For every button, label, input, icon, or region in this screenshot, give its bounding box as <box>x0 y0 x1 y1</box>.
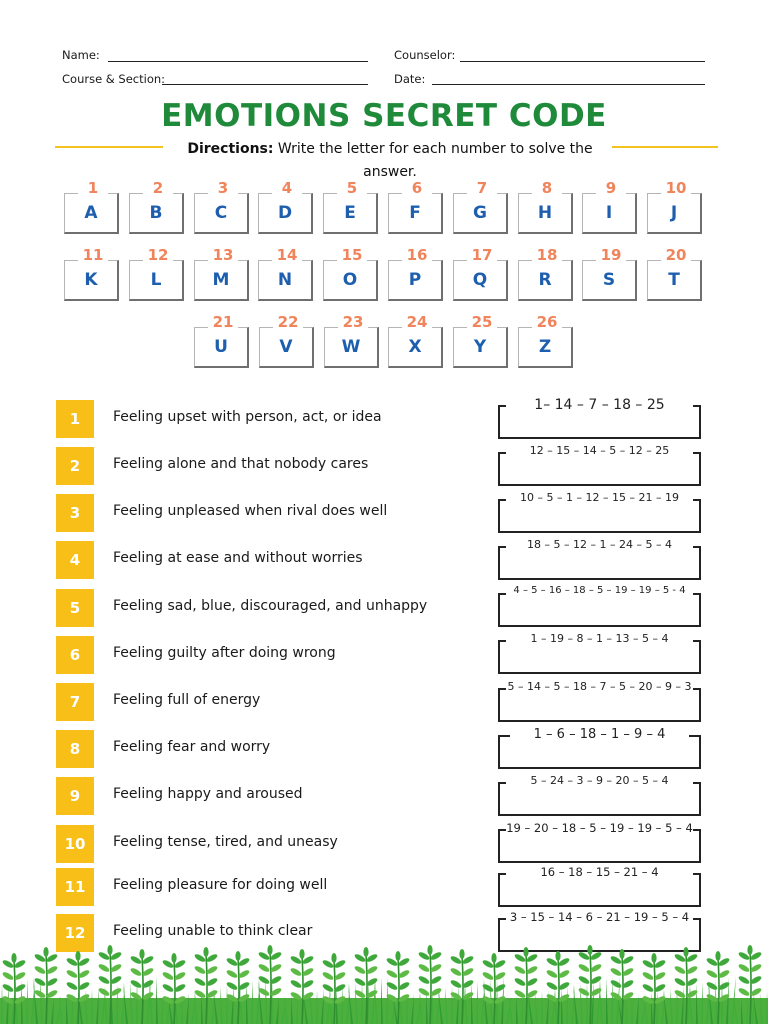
cipher-tile <box>518 313 576 368</box>
sprout-leaf <box>354 977 367 988</box>
cipher-letter: F <box>409 203 421 223</box>
sprout-leaf <box>290 967 303 978</box>
cipher-tile <box>453 313 511 368</box>
cipher-letter: T <box>668 270 680 290</box>
cipher-letter: L <box>150 270 162 290</box>
sprout-leaf <box>674 989 687 1000</box>
sprout-tip <box>523 947 528 957</box>
cipher-letter: K <box>84 270 98 290</box>
cipher-tile <box>388 246 446 301</box>
sprout-tip <box>715 951 720 961</box>
sprout-stem <box>558 958 559 1024</box>
number-code: 19 – 20 – 18 – 5 – 19 – 19 – 5 – 4 <box>506 821 693 835</box>
sprout-leaf <box>162 971 175 982</box>
sprout-stem <box>526 954 527 1024</box>
sprout-leaf <box>450 967 463 978</box>
sprout-leaf <box>98 963 111 974</box>
question-text: Feeling unable to think clear <box>113 923 313 939</box>
sprout-stem <box>206 954 207 1024</box>
cipher-number: 4 <box>272 180 302 197</box>
question-number-badge: 12 <box>56 914 94 952</box>
cipher-number: 23 <box>338 314 368 331</box>
cipher-letter: C <box>214 203 228 223</box>
answer-box[interactable] <box>498 640 701 674</box>
sprout-leaf <box>194 977 207 988</box>
cipher-letter: H <box>537 203 553 223</box>
cipher-tile <box>453 179 511 234</box>
counselor-field[interactable] <box>460 61 705 62</box>
cipher-letter: U <box>214 337 228 357</box>
sprout-leaf <box>66 969 79 980</box>
sprout-stem <box>366 954 367 1024</box>
cipher-letter: I <box>605 203 613 223</box>
sprout-leaf <box>258 975 271 986</box>
sprout-leaf <box>258 963 271 974</box>
question-number-badge: 5 <box>56 589 94 627</box>
cipher-number: 24 <box>402 314 432 331</box>
sprout-tip <box>683 947 688 957</box>
cipher-number: 13 <box>208 247 238 264</box>
sprout-leaf <box>514 989 527 1000</box>
sprout-leaf <box>226 969 239 980</box>
cipher-number: 19 <box>596 247 626 264</box>
cipher-number: 20 <box>661 247 691 264</box>
cipher-letter: P <box>408 270 422 290</box>
sprout-tip <box>331 953 336 963</box>
sprout-leaf <box>98 987 111 998</box>
question-number-badge: 3 <box>56 494 94 532</box>
sprout-leaf <box>354 965 367 976</box>
sprout-leaf <box>674 977 687 988</box>
page-title: EMOTIONS SECRET CODE <box>161 98 607 134</box>
sprout-leaf <box>706 981 719 992</box>
sprout-stem <box>334 960 335 1024</box>
course-section-field[interactable] <box>162 84 368 85</box>
cipher-letter: O <box>342 270 358 290</box>
cipher-number: 17 <box>467 247 497 264</box>
sprout-leaf <box>322 971 335 982</box>
sprout-tip <box>139 949 144 959</box>
sprout-leaf <box>578 975 591 986</box>
sprout-leaf <box>610 979 623 990</box>
sprout-leaf <box>514 977 527 988</box>
cipher-number: 6 <box>402 180 432 197</box>
sprout-leaf <box>34 977 47 988</box>
question-text: Feeling guilty after doing wrong <box>113 645 336 661</box>
sprout-leaf <box>2 983 15 994</box>
sprout-leaf <box>418 975 431 986</box>
number-code: 5 – 24 – 3 – 9 – 20 – 5 – 4 <box>530 774 669 787</box>
sprout-leaf <box>290 979 303 990</box>
cipher-letter: M <box>212 270 230 290</box>
sprout-leaf <box>738 975 751 986</box>
cipher-letter: N <box>277 270 293 290</box>
question-text: Feeling fear and worry <box>113 739 271 755</box>
number-code: 4 – 5 – 16 – 18 – 5 – 19 – 19 – 5 - 4 <box>513 585 686 596</box>
sprout-tip <box>363 947 368 957</box>
sprout-stem <box>46 954 47 1024</box>
cipher-tile <box>323 246 381 301</box>
question-number-badge: 4 <box>56 541 94 579</box>
sprout-stem <box>622 956 623 1024</box>
cipher-number: 2 <box>143 180 173 197</box>
sprout-leaf <box>674 965 687 976</box>
cipher-tile <box>259 313 317 368</box>
cipher-number: 1 <box>78 180 108 197</box>
sprout-tip <box>491 953 496 963</box>
cipher-number: 26 <box>532 314 562 331</box>
cipher-tile <box>129 246 187 301</box>
cipher-tile <box>64 179 122 234</box>
cipher-letter: G <box>473 203 487 223</box>
sprout-stem <box>590 952 591 1024</box>
answer-box[interactable] <box>498 546 701 580</box>
cipher-letter: Y <box>473 337 487 357</box>
cipher-letter: J <box>670 203 678 223</box>
cipher-number: 7 <box>467 180 497 197</box>
cipher-tile <box>258 179 316 234</box>
number-code: 5 – 14 – 5 – 18 – 7 – 5 – 20 – 9 – 3 <box>507 680 692 693</box>
cipher-letter: Z <box>538 337 552 357</box>
answer-box[interactable] <box>498 782 701 816</box>
cipher-number: 3 <box>208 180 238 197</box>
sprout-tip <box>107 945 112 955</box>
question-number-badge: 8 <box>56 730 94 768</box>
sprout-stem <box>718 958 719 1024</box>
sprout-tip <box>299 949 304 959</box>
number-code: 3 – 15 – 14 – 6 – 21 – 19 – 5 – 4 <box>509 910 690 924</box>
sprout-stem <box>14 960 15 1024</box>
question-number-badge: 11 <box>56 868 94 906</box>
sprout-leaf <box>642 983 655 994</box>
cipher-letter: V <box>279 337 293 357</box>
question-text: Feeling happy and aroused <box>113 786 303 802</box>
sprout-stem <box>238 958 239 1024</box>
cipher-number: 16 <box>402 247 432 264</box>
cipher-tile <box>388 313 446 368</box>
cipher-letter: E <box>344 203 356 223</box>
number-code: 18 – 5 – 12 – 1 – 24 – 5 – 4 <box>527 538 672 551</box>
sprout-leaf <box>194 965 207 976</box>
question-text: Feeling unpleased when rival does well <box>113 503 388 519</box>
sprout-leaf <box>98 975 111 986</box>
grass-border-decoration <box>0 940 768 1024</box>
answer-box[interactable] <box>498 452 701 486</box>
sprout-leaf <box>578 987 591 998</box>
sprout-leaf <box>34 989 47 1000</box>
sprout-tip <box>619 949 624 959</box>
sprout-stem <box>398 958 399 1024</box>
sprout-leaf <box>546 969 559 980</box>
sprout-tip <box>203 947 208 957</box>
question-number-badge: 2 <box>56 447 94 485</box>
cipher-tile <box>324 313 382 368</box>
answer-box[interactable] <box>498 499 701 533</box>
cipher-number: 9 <box>596 180 626 197</box>
number-code: 1– 14 – 7 – 18 – 25 <box>534 397 665 413</box>
sprout-leaf <box>546 981 559 992</box>
cipher-number: 18 <box>532 247 562 264</box>
sprout-stem <box>750 952 751 1024</box>
sprout-stem <box>302 956 303 1024</box>
cipher-tile <box>323 179 381 234</box>
cipher-number: 12 <box>143 247 173 264</box>
name-field[interactable] <box>108 61 368 62</box>
sprout-leaf <box>738 963 751 974</box>
number-code: 12 – 15 – 14 – 5 – 12 – 25 <box>529 444 670 457</box>
number-code: 16 – 18 – 15 – 21 – 4 <box>540 865 659 879</box>
cipher-tile <box>129 179 187 234</box>
sprout-tip <box>651 953 656 963</box>
cipher-tile <box>194 179 252 234</box>
cipher-letter: W <box>341 337 361 357</box>
title-divider-right <box>612 146 718 148</box>
cipher-number: 10 <box>661 180 691 197</box>
cipher-number: 11 <box>78 247 108 264</box>
cipher-letter: X <box>408 337 422 357</box>
sprout-leaf <box>130 967 143 978</box>
sprout-tip <box>459 949 464 959</box>
sprout-stem <box>110 952 111 1024</box>
cipher-letter: A <box>84 203 98 223</box>
sprout-tip <box>171 953 176 963</box>
sprout-leaf <box>450 979 463 990</box>
sprout-leaf <box>514 965 527 976</box>
cipher-tile <box>647 179 705 234</box>
answer-box[interactable] <box>498 593 701 627</box>
counselor-label: Counselor: <box>394 48 456 62</box>
sprout-tip <box>555 951 560 961</box>
sprout-tip <box>75 951 80 961</box>
sprout-leaf <box>226 981 239 992</box>
question-text: Feeling tense, tired, and uneasy <box>113 834 338 850</box>
sprout-leaf <box>322 983 335 994</box>
question-text: Feeling sad, blue, discouraged, and unhappy <box>113 598 428 614</box>
question-text: Feeling at ease and without worries <box>113 550 363 566</box>
question-text: Feeling alone and that nobody cares <box>113 456 369 472</box>
sprout-stem <box>494 960 495 1024</box>
directions-text <box>170 138 610 184</box>
cipher-letter: B <box>149 203 163 223</box>
sprout-leaf <box>738 987 751 998</box>
sprout-leaf <box>418 963 431 974</box>
directions-body: Write the letter for each number to solve the answer. <box>273 141 593 180</box>
sprout-leaf <box>482 971 495 982</box>
sprout-tip <box>395 951 400 961</box>
sprout-leaf <box>578 963 591 974</box>
question-number-badge: 9 <box>56 777 94 815</box>
sprout-leaf <box>34 965 47 976</box>
cipher-tile <box>194 313 252 368</box>
question-text: Feeling upset with person, act, or idea <box>113 409 382 425</box>
sprout-stem <box>462 956 463 1024</box>
cipher-number: 14 <box>272 247 302 264</box>
sprout-tip <box>427 945 432 955</box>
cipher-number: 15 <box>337 247 367 264</box>
cipher-number: 8 <box>532 180 562 197</box>
sprout-leaf <box>610 967 623 978</box>
question-text: Feeling pleasure for doing well <box>113 877 328 893</box>
cipher-letter: S <box>602 270 616 290</box>
sprout-tip <box>747 945 752 955</box>
name-label: Name: <box>62 48 100 62</box>
cipher-tile <box>453 246 511 301</box>
sprout-leaf <box>162 983 175 994</box>
cipher-number: 22 <box>273 314 303 331</box>
answer-box[interactable] <box>498 688 701 722</box>
sprout-stem <box>270 952 271 1024</box>
sprout-leaf <box>706 969 719 980</box>
date-label: Date: <box>394 72 426 86</box>
sprout-tip <box>267 945 272 955</box>
sprout-leaf <box>130 979 143 990</box>
sprout-tip <box>11 953 16 963</box>
number-code: 1 – 6 – 18 – 1 – 9 – 4 <box>533 727 666 742</box>
cipher-letter: Q <box>472 270 488 290</box>
sprout-stem <box>78 958 79 1024</box>
cipher-tile <box>518 179 576 234</box>
cipher-tile <box>582 179 640 234</box>
cipher-tile <box>647 246 705 301</box>
question-text: Feeling full of energy <box>113 692 261 708</box>
cipher-tile <box>64 246 122 301</box>
cipher-number: 25 <box>467 314 497 331</box>
cipher-tile <box>194 246 252 301</box>
cipher-letter: R <box>538 270 552 290</box>
question-number-badge: 6 <box>56 636 94 674</box>
cipher-tile <box>258 246 316 301</box>
date-field[interactable] <box>432 84 705 85</box>
sprout-stem <box>430 952 431 1024</box>
cipher-tile <box>518 246 576 301</box>
question-number-badge: 1 <box>56 400 94 438</box>
number-code: 10 – 5 – 1 – 12 – 15 – 21 – 19 <box>520 491 679 504</box>
sprout-leaf <box>66 981 79 992</box>
cipher-letter: D <box>277 203 293 223</box>
sprout-leaf <box>642 971 655 982</box>
sprout-stem <box>686 954 687 1024</box>
cipher-tile <box>582 246 640 301</box>
course-section-label: Course & Section: <box>62 72 166 86</box>
number-code: 1 – 19 – 8 – 1 – 13 – 5 – 4 <box>530 632 669 645</box>
sprout-tip <box>587 945 592 955</box>
cipher-number: 21 <box>208 314 238 331</box>
sprout-stem <box>654 960 655 1024</box>
question-number-badge: 10 <box>56 825 94 863</box>
title-divider-left <box>55 146 163 148</box>
sprout-stem <box>142 956 143 1024</box>
sprout-tip <box>235 951 240 961</box>
sprout-tip <box>43 947 48 957</box>
cipher-tile <box>388 179 446 234</box>
directions-label: Directions: <box>187 141 274 157</box>
cipher-number: 5 <box>337 180 367 197</box>
sprout-stem <box>174 960 175 1024</box>
sprout-leaf <box>386 969 399 980</box>
sprout-leaf <box>2 971 15 982</box>
question-number-badge: 7 <box>56 683 94 721</box>
